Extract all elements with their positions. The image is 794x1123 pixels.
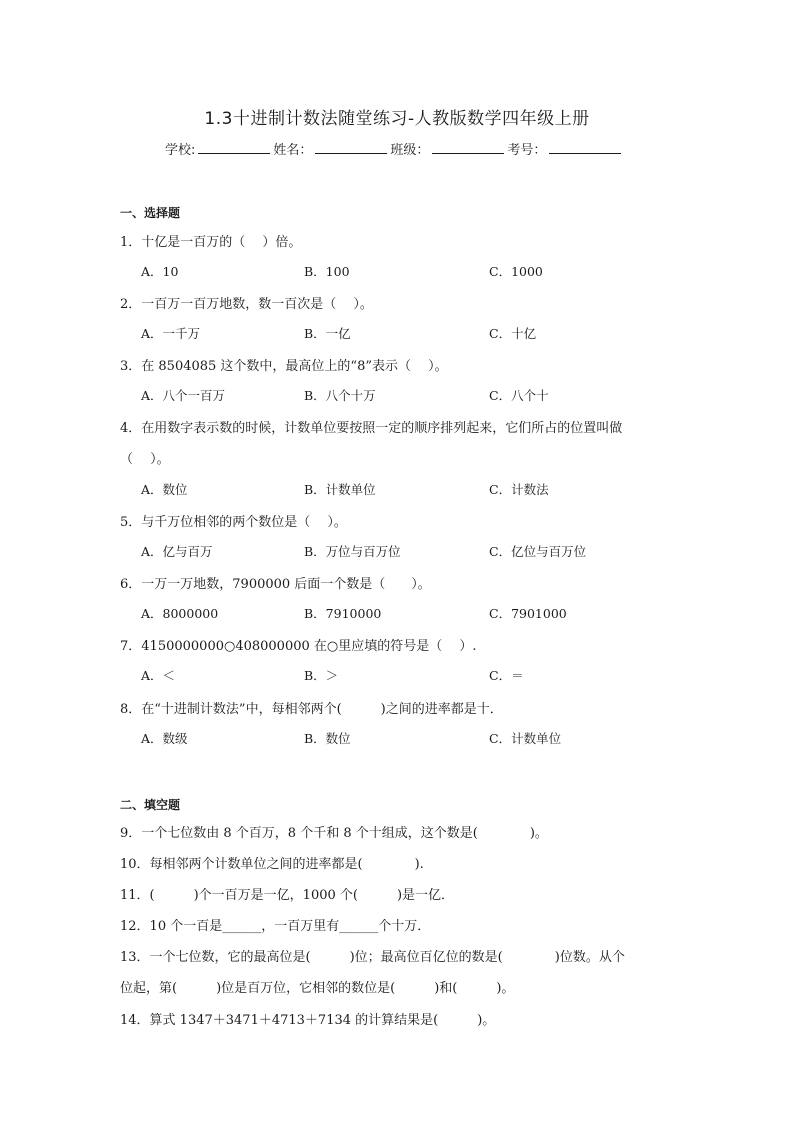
question-2: 2．一百万一百万地数，数一百次是（ ）。	[120, 297, 373, 312]
q3-option-a: A．八个一百万	[141, 388, 226, 403]
question-7: 7．4150000000○408000000 在○里应填的符号是（ ）.	[120, 639, 477, 654]
q7-option-c: C．＝	[489, 668, 524, 683]
q1-option-b: B．100	[304, 264, 350, 279]
q6-option-b: B．7910000	[304, 606, 382, 621]
student-info-line	[165, 139, 645, 158]
q1-option-c: C．1000	[489, 264, 543, 279]
question-6: 6．一万一万地数，7900000 后面一个数是（ ）。	[120, 577, 431, 592]
q4-option-b: B．计数单位	[304, 482, 376, 497]
q5-option-c: C．亿位与百万位	[489, 544, 587, 559]
section-title-fill: 二、填空题	[120, 798, 181, 812]
question-1: 1．十亿是一百万的（ ）倍。	[120, 235, 302, 250]
section-title-choice: 一、选择题	[120, 206, 181, 220]
q5-option-b: B．万位与百万位	[304, 544, 401, 559]
q8-option-c: C．计数单位	[489, 731, 562, 746]
q2-option-c: C．十亿	[489, 326, 537, 341]
number-blank[interactable]	[549, 142, 621, 154]
question-12: 12．10 个一百是______，一百万里有______个十万．	[120, 919, 431, 934]
q2-option-a: A．一千万	[141, 326, 201, 341]
q1-option-a: A．10	[141, 264, 179, 279]
page-title: 1.3十进制计数法随堂练习-人教版数学四年级上册	[204, 109, 590, 129]
q3-option-b: B．八个十万	[304, 388, 376, 403]
question-14: 14．算式 1347＋3471＋4713＋7134 的计算结果是( )。	[120, 1013, 496, 1028]
school-blank[interactable]	[198, 142, 270, 154]
q4-option-a: A．数位	[141, 482, 188, 497]
question-4: 4．在用数字表示数的时候，计数单位要按照一定的顺序排列起来，它们所占的位置叫做	[120, 421, 623, 436]
question-13-continued: 位起，第( )位是百万位，它相邻的数位是( )和( )。	[120, 981, 515, 996]
question-9: 9．一个七位数由 8 个百万，8 个千和 8 个十组成，这个数是( )。	[120, 826, 548, 841]
question-8: 8．在“十进制计数法”中，每相邻两个( )之间的进率都是十．	[120, 702, 503, 717]
question-13: 13．一个七位数，它的最高位是( )位；最高位百亿位的数是( )位数。从个	[120, 950, 625, 965]
name-label: 姓名：	[273, 143, 313, 158]
question-4-continued: （ ）。	[120, 452, 170, 467]
question-5: 5．与千万位相邻的两个数位是（ ）。	[120, 515, 347, 530]
q3-option-c: C．八个十	[489, 388, 549, 403]
q4-option-c: C．计数法	[489, 482, 549, 497]
school-label: 学校:	[165, 143, 196, 158]
question-3: 3．在 8504085 这个数中，最高位上的“8”表示（ ）。	[120, 359, 448, 374]
name-blank[interactable]	[315, 142, 387, 154]
q8-option-a: A．数级	[141, 731, 188, 746]
q7-option-b: B．＞	[304, 668, 339, 683]
class-label: 班级：	[390, 143, 430, 158]
q6-option-a: A．8000000	[141, 606, 219, 621]
class-blank[interactable]	[432, 142, 504, 154]
question-11: 11．( )个一百万是一亿，1000 个( )是一亿．	[120, 888, 455, 903]
q2-option-b: B．一亿	[304, 326, 351, 341]
question-10: 10．每相邻两个计数单位之间的进率都是( ).	[120, 857, 424, 872]
number-label: 考号：	[507, 143, 547, 158]
q5-option-a: A．亿与百万	[141, 544, 213, 559]
q6-option-c: C．7901000	[489, 606, 567, 621]
q8-option-b: B．数位	[304, 731, 351, 746]
q7-option-a: A．＜	[141, 668, 176, 683]
